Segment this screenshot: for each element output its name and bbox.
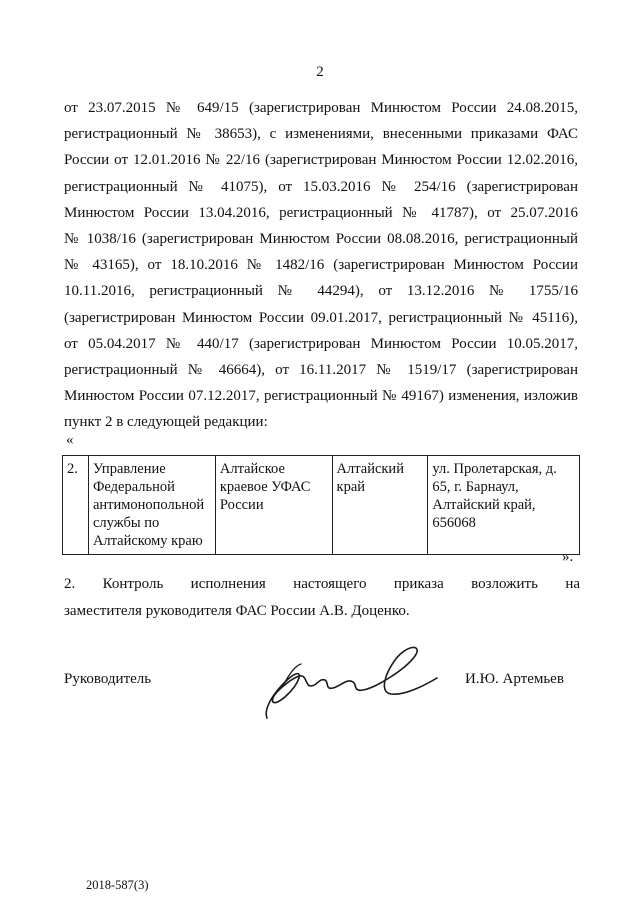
body-line: регистрационный № 38653), с изменениями, внесенными приказами ФАС [64, 126, 578, 143]
signature-image [255, 630, 445, 720]
paragraph-2-line-1: 2. Контроль исполнения настоящего приказа возложить на [64, 576, 580, 592]
closing-quote: ». [562, 549, 574, 565]
opening-quote: « [66, 432, 74, 448]
body-line: регистрационный № 46664), от 16.11.2017 № 1519/17 (зарегистрирован [64, 361, 578, 378]
body-line: 10.11.2016, регистрационный № 44294), от 13.12.2016 № 1755/16 [64, 283, 578, 300]
body-line: от 23.07.2015 № 649/15 (зарегистрирован Минюстом России 24.08.2015, [64, 100, 578, 116]
body-line: № 1038/16 (зарегистрирован Минюстом России 08.08.2016, регистрационный [64, 230, 578, 247]
body-line: от 05.04.2017 № 440/17 (зарегистрирован Минюстом России 10.05.2017, [64, 335, 578, 352]
signer-name: И.Ю. Артемьев [465, 671, 564, 687]
document-number: 2018-587(3) [86, 878, 149, 892]
table-row [63, 456, 580, 555]
office-address: ул. Пролетарская, д. 65, г. Барнаул, Алтайский край, 656068 [428, 456, 580, 555]
paragraph-2-line-2: заместителя руководителя ФАС России А.В. Доценко. [64, 603, 410, 619]
body-paragraph [64, 95, 578, 435]
body-line: № 43165), от 18.10.2016 № 1482/16 (зарегистрирован Минюстом России [64, 257, 578, 274]
office-table [62, 455, 580, 555]
body-line: пункт 2 в следующей редакции: [64, 414, 268, 431]
row-number: 2. [63, 456, 89, 555]
office-full-name: Управление Федеральной антимонопольной службы по Алтайскому краю [88, 456, 215, 555]
body-line: Минюстом России 13.04.2016, регистрационный № 41787), от 25.07.2016 [64, 204, 578, 221]
body-line: (зарегистрирован Минюстом России 09.01.2017, регистрационный № 45116), [64, 309, 578, 326]
body-line: Минюстом России 07.12.2017, регистрационный № 49167) изменения, изложив [64, 388, 578, 405]
body-line: регистрационный № 41075), от 15.03.2016 № 254/16 (зарегистрирован [64, 178, 578, 195]
page-number: 2 [316, 64, 324, 80]
office-short-name: Алтайское краевое УФАС России [215, 456, 332, 555]
body-line: России от 12.01.2016 № 22/16 (зарегистрирован Минюстом России 12.02.2016, [64, 152, 578, 169]
signer-title: Руководитель [64, 671, 152, 687]
office-region: Алтайский край [332, 456, 428, 555]
